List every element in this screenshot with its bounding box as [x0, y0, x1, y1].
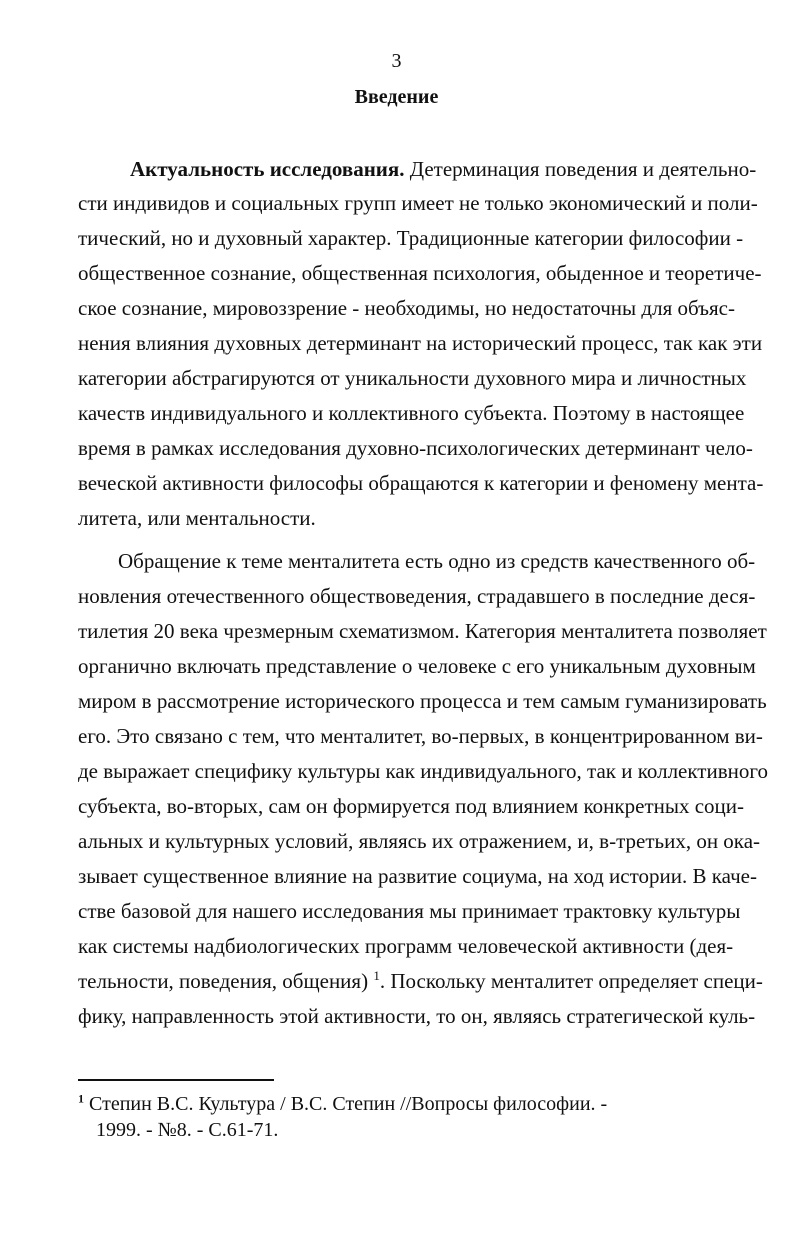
paragraph-1-line: качеств индивидуального и коллективного субъекта. Поэтому в настоящее	[78, 401, 745, 425]
page-number: 3	[391, 50, 402, 72]
paragraph-1-line: тический, но и духовный характер. Традиционные категории философии -	[78, 226, 744, 250]
paragraph-2-line: субъекта, во-вторых, сам он формируется под влиянием конкретных соци-	[78, 794, 745, 818]
paragraph-2-line-with-reference	[78, 968, 763, 994]
paragraph-1-line: литета, или ментальности.	[78, 506, 316, 530]
paragraph-2-line: зывает существенное влияние на развитие социума, на ход истории. В каче-	[78, 864, 757, 888]
footnote-reference-mark[interactable]: 1	[373, 968, 380, 983]
paragraph-2-line: новления отечественного обществоведения, страдавшего в последние деся-	[78, 584, 756, 608]
paragraph-2-line: стве базовой для нашего исследования мы принимает трактовку культуры	[78, 899, 741, 923]
paragraph-1-line: общественное сознание, общественная психология, обыденное и теоретиче-	[78, 261, 762, 285]
footnote-mark: 1	[78, 1091, 84, 1106]
footnote-line	[78, 1092, 607, 1116]
paragraph-1-line: веческой активности философы обращаются к категории и феномену мента-	[78, 471, 764, 495]
paragraph-1-line: сти индивидов и социальных групп имеет не только экономический и поли-	[78, 191, 758, 215]
paragraph-2-line: тилетия 20 века чрезмерным схематизмом. Категория менталитета позволяет	[78, 619, 767, 643]
section-title: Введение	[354, 86, 439, 108]
paragraph-1-line: время в рамках исследования духовно-психологических детерминант чело-	[78, 436, 753, 460]
paragraph-2-line: фику, направленность этой активности, то он, являясь стратегической куль-	[78, 1004, 756, 1028]
lead-heading: Актуальность исследования.	[130, 157, 405, 181]
paragraph-1-line: категории абстрагируются от уникальности духовного мира и личностных	[78, 366, 747, 390]
paragraph-2-line: его. Это связано с тем, что менталитет, во-первых, в концентрированном ви-	[78, 724, 763, 748]
paragraph-2-line: альных и культурных условий, являясь их отражением, и, в-третьих, он ока-	[78, 829, 761, 853]
footnote-text: Степин В.С. Культура / В.С. Степин //Вопросы философии. -	[84, 1093, 608, 1115]
paragraph-1-line	[130, 156, 757, 182]
paragraph-2-line-text: тельности, поведения, общения)	[78, 969, 374, 993]
paragraph-2-line: органично включать представление о человеке с его уникальным духовным	[78, 654, 756, 678]
paragraph-1-line: нения влияния духовных детерминант на исторический процесс, так как эти	[78, 331, 763, 355]
paragraph-2-line-text: . Поскольку менталитет определяет специ-	[379, 969, 763, 993]
paragraph-2-line: Обращение к теме менталитета есть одно из средств качественного об-	[118, 549, 756, 573]
paragraph-2-line: как системы надбиологических программ человеческой активности (дея-	[78, 934, 734, 958]
paragraph-1-line: ское сознание, мировоззрение - необходимы, но недостаточны для объяс-	[78, 296, 735, 320]
footnote-line: 1999. - №8. - С.61-71.	[96, 1119, 279, 1141]
paragraph-2-line: де выражает специфику культуры как индивидуального, так и коллективного	[78, 759, 768, 783]
footnote-separator	[78, 1079, 274, 1081]
paragraph-1-line-text: Детерминация поведения и деятельно-	[404, 157, 757, 181]
paragraph-2-line: миром в рассмотрение исторического процесса и тем самым гуманизировать	[78, 689, 767, 713]
